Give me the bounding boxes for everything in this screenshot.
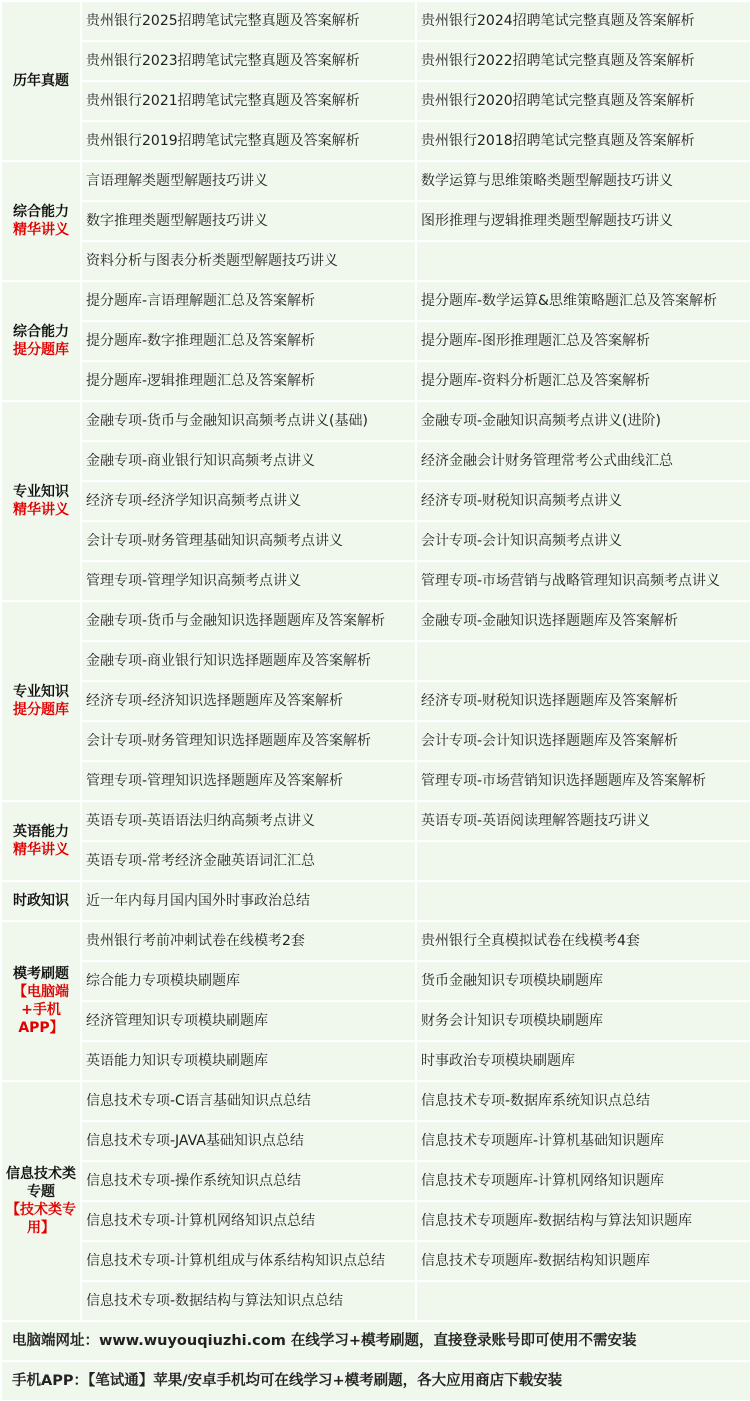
table-row [2, 242, 750, 280]
category-subtitle: 精华讲义 [13, 502, 69, 518]
category-cell [2, 602, 80, 800]
resource-item[interactable]: 金融专项-货币与金融知识选择题题库及答案解析 [82, 602, 415, 640]
table-row [2, 922, 750, 960]
table-row [2, 682, 750, 720]
resource-item[interactable]: 会计专项-财务管理基础知识高频考点讲义 [82, 522, 415, 560]
category-cell [2, 922, 80, 1080]
resource-item[interactable]: 信息技术专项题库-计算机基础知识题库 [417, 1122, 750, 1160]
resource-item[interactable]: 会计专项-会计知识选择题题库及答案解析 [417, 722, 750, 760]
empty-cell [417, 242, 750, 280]
resource-item[interactable]: 管理专项-市场营销与战略管理知识高频考点讲义 [417, 562, 750, 600]
empty-cell [417, 842, 750, 880]
resource-item[interactable]: 金融专项-货币与金融知识高频考点讲义(基础) [82, 402, 415, 440]
resource-item[interactable]: 经济专项-财税知识高频考点讲义 [417, 482, 750, 520]
table-row [2, 1242, 750, 1280]
resource-item[interactable]: 贵州银行2023招聘笔试完整真题及答案解析 [82, 42, 415, 80]
table-row [2, 82, 750, 120]
resource-item[interactable]: 财务会计知识专项模块刷题库 [417, 1002, 750, 1040]
resource-item[interactable]: 贵州银行考前冲刺试卷在线模考2套 [82, 922, 415, 960]
table-row [2, 1282, 750, 1320]
resource-item[interactable]: 信息技术专项-JAVA基础知识点总结 [82, 1122, 415, 1160]
resource-item[interactable]: 金融专项-金融知识选择题题库及答案解析 [417, 602, 750, 640]
table-row [2, 522, 750, 560]
table-row [2, 722, 750, 760]
resource-item[interactable]: 金融专项-商业银行知识选择题题库及答案解析 [82, 642, 415, 680]
resource-item[interactable]: 提分题库-图形推理题汇总及答案解析 [417, 322, 750, 360]
resource-item[interactable]: 资料分析与图表分析类题型解题技巧讲义 [82, 242, 415, 280]
footer-row [2, 1362, 750, 1400]
resource-item[interactable]: 信息技术专项题库-计算机网络知识题库 [417, 1162, 750, 1200]
category-cell [2, 1082, 80, 1320]
resource-item[interactable]: 经济金融会计财务管理常考公式曲线汇总 [417, 442, 750, 480]
category-cell [2, 282, 80, 400]
table-row [2, 1082, 750, 1120]
category-cell [2, 2, 80, 160]
category-subtitle: 【技术类专用】 [6, 1202, 76, 1236]
resource-item[interactable]: 综合能力专项模块刷题库 [82, 962, 415, 1000]
resource-item[interactable]: 信息技术专项-C语言基础知识点总结 [82, 1082, 415, 1120]
resource-item[interactable]: 信息技术专项-计算机网络知识点总结 [82, 1202, 415, 1240]
category-title: 英语能力 [13, 824, 69, 840]
table-row [2, 2, 750, 40]
table-row [2, 762, 750, 800]
category-title: 专业知识 [13, 484, 69, 500]
resource-item[interactable]: 货币金融知识专项模块刷题库 [417, 962, 750, 1000]
resource-item[interactable]: 金融专项-金融知识高频考点讲义(进阶) [417, 402, 750, 440]
category-subtitle: 精华讲义 [13, 222, 69, 238]
resource-item[interactable]: 英语专项-英语语法归纳高频考点讲义 [82, 802, 415, 840]
table-row [2, 1002, 750, 1040]
resource-item[interactable]: 经济管理知识专项模块刷题库 [82, 1002, 415, 1040]
table-row [2, 1042, 750, 1080]
resource-item[interactable]: 图形推理与逻辑推理类题型解题技巧讲义 [417, 202, 750, 240]
category-cell [2, 802, 80, 880]
table-row [2, 1122, 750, 1160]
category-title: 模考刷题 [13, 966, 69, 982]
resource-item[interactable]: 信息技术专项-数据结构与算法知识点总结 [82, 1282, 415, 1320]
resource-item[interactable]: 时事政治专项模块刷题库 [417, 1042, 750, 1080]
empty-cell [417, 642, 750, 680]
resource-item[interactable]: 贵州银行2019招聘笔试完整真题及答案解析 [82, 122, 415, 160]
table-row [2, 562, 750, 600]
resource-item[interactable]: 近一年内每月国内国外时事政治总结 [82, 882, 415, 920]
table-row [2, 962, 750, 1000]
resource-item[interactable]: 贵州银行全真模拟试卷在线模考4套 [417, 922, 750, 960]
category-title: 专业知识 [13, 684, 69, 700]
resource-item[interactable]: 管理专项-管理学知识高频考点讲义 [82, 562, 415, 600]
table-row [2, 882, 750, 920]
table-row [2, 322, 750, 360]
resource-item[interactable]: 数学运算与思维策略类题型解题技巧讲义 [417, 162, 750, 200]
resource-item[interactable]: 言语理解类题型解题技巧讲义 [82, 162, 415, 200]
category-subtitle: 提分题库 [13, 342, 69, 358]
category-cell [2, 162, 80, 280]
website-info: 电脑端网址：www.wuyouqiuzhi.com 在线学习+模考刷题，直接登录账号即可使用不需安装 [2, 1322, 750, 1360]
resource-item[interactable]: 提分题库-资料分析题汇总及答案解析 [417, 362, 750, 400]
resource-item[interactable]: 英语专项-英语阅读理解答题技巧讲义 [417, 802, 750, 840]
resource-item[interactable]: 信息技术专项-操作系统知识点总结 [82, 1162, 415, 1200]
resource-item[interactable]: 数字推理类题型解题技巧讲义 [82, 202, 415, 240]
empty-cell [417, 1282, 750, 1320]
category-subtitle: 提分题库 [13, 702, 69, 718]
resource-item[interactable]: 管理专项-市场营销知识选择题题库及答案解析 [417, 762, 750, 800]
resource-item[interactable]: 提分题库-言语理解题汇总及答案解析 [82, 282, 415, 320]
resource-item[interactable]: 管理专项-管理知识选择题题库及答案解析 [82, 762, 415, 800]
resource-item[interactable]: 信息技术专项题库-数据结构知识题库 [417, 1242, 750, 1280]
table-row [2, 1202, 750, 1240]
resource-item[interactable]: 金融专项-商业银行知识高频考点讲义 [82, 442, 415, 480]
table-row [2, 482, 750, 520]
category-title: 信息技术类专题 [6, 1166, 76, 1200]
resource-item[interactable]: 信息技术专项-计算机组成与体系结构知识点总结 [82, 1242, 415, 1280]
table-row [2, 442, 750, 480]
resource-item[interactable]: 英语能力知识专项模块刷题库 [82, 1042, 415, 1080]
category-subtitle: 【电脑端+手机APP】 [13, 984, 69, 1036]
resource-item[interactable]: 会计专项-会计知识高频考点讲义 [417, 522, 750, 560]
category-title: 综合能力 [13, 204, 69, 220]
table-row [2, 802, 750, 840]
table-row [2, 1162, 750, 1200]
table-row [2, 642, 750, 680]
table-row [2, 362, 750, 400]
category-cell [2, 402, 80, 600]
category-title: 时政知识 [13, 893, 69, 909]
resource-item[interactable]: 信息技术专项-数据库系统知识点总结 [417, 1082, 750, 1120]
resource-item[interactable]: 贵州银行2025招聘笔试完整真题及答案解析 [82, 2, 415, 40]
table-row [2, 402, 750, 440]
table-row [2, 122, 750, 160]
table-row [2, 602, 750, 640]
resource-item[interactable]: 贵州银行2024招聘笔试完整真题及答案解析 [417, 2, 750, 40]
resource-item[interactable]: 经济专项-经济知识选择题题库及答案解析 [82, 682, 415, 720]
resource-item[interactable]: 信息技术专项题库-数据结构与算法知识题库 [417, 1202, 750, 1240]
resource-item[interactable]: 经济专项-经济学知识高频考点讲义 [82, 482, 415, 520]
resource-item[interactable]: 提分题库-数学运算&思维策略题汇总及答案解析 [417, 282, 750, 320]
table-row [2, 842, 750, 880]
resource-item[interactable]: 经济专项-财税知识选择题题库及答案解析 [417, 682, 750, 720]
category-title: 历年真题 [13, 73, 69, 89]
category-cell [2, 882, 80, 920]
app-info: 手机APP：【笔试通】苹果/安卓手机均可在线学习+模考刷题，各大应用商店下载安装 [2, 1362, 750, 1400]
table-row [2, 162, 750, 200]
resource-item[interactable]: 英语专项-常考经济金融英语词汇汇总 [82, 842, 415, 880]
resource-item[interactable]: 会计专项-财务管理知识选择题题库及答案解析 [82, 722, 415, 760]
resource-item[interactable]: 贵州银行2018招聘笔试完整真题及答案解析 [417, 122, 750, 160]
category-subtitle: 精华讲义 [13, 842, 69, 858]
table-row [2, 42, 750, 80]
table-row [2, 202, 750, 240]
resource-item[interactable]: 提分题库-逻辑推理题汇总及答案解析 [82, 362, 415, 400]
resource-item[interactable]: 贵州银行2020招聘笔试完整真题及答案解析 [417, 82, 750, 120]
resource-item[interactable]: 贵州银行2022招聘笔试完整真题及答案解析 [417, 42, 750, 80]
table-row [2, 282, 750, 320]
resource-item[interactable]: 贵州银行2021招聘笔试完整真题及答案解析 [82, 82, 415, 120]
empty-cell [417, 882, 750, 920]
resource-item[interactable]: 提分题库-数字推理题汇总及答案解析 [82, 322, 415, 360]
category-title: 综合能力 [13, 324, 69, 340]
footer-row [2, 1322, 750, 1360]
